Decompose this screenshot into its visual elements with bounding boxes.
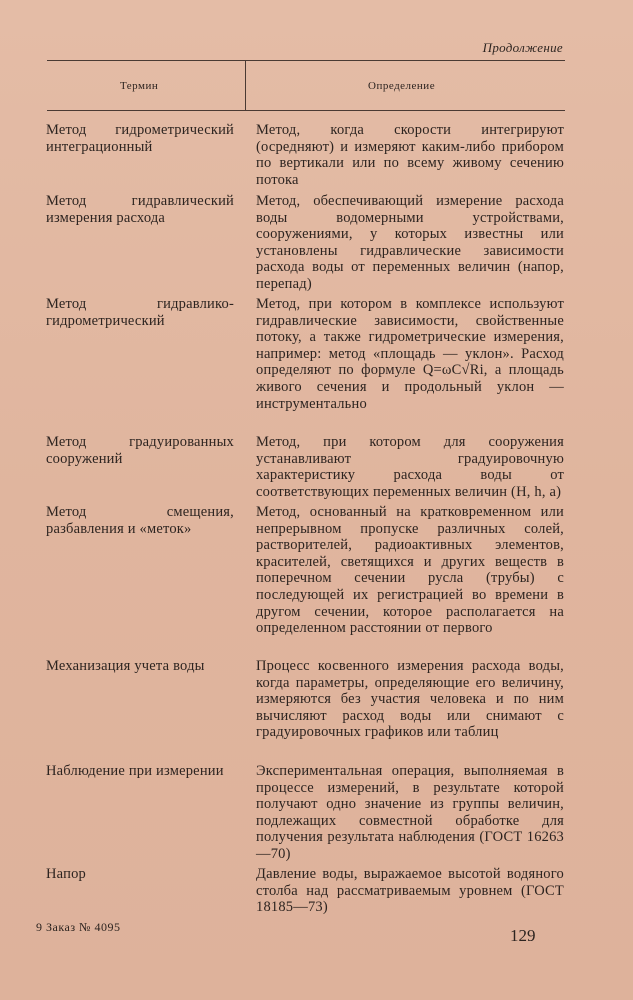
- term-cell: Метод смещения, разбавления и «меток»: [46, 504, 234, 537]
- column-header-term: Термин: [120, 80, 159, 92]
- definition-cell: Метод, основанный на кратковременном или непрерывном пропуске различных солей, растворителей, радиоактивных элементов, красителей, светящихся и других веществ в поперечном сечении русла (трубы) с последующей их регистрацией во времени в другом сечении, которое располагается на определенном расстоянии от первого: [256, 504, 564, 637]
- definition-cell: Метод, при котором для сооружения устанавливают градуировочную характеристику расхода воды от соответствующих переменных величин (H, h, a): [256, 434, 564, 500]
- term-cell: Наблюдение при измерении: [46, 763, 224, 779]
- continued-label: Продолжение: [482, 40, 563, 55]
- definition-cell: Метод, при котором в комплексе используют гидравлические зависимости, свойственные потоку, а также гидрометрические измерения, например: метод «площадь — уклон». Расход определяют по формуле Q=ωC√Ri, а площадь живого сечения и продольный уклон — инструментально: [256, 296, 564, 412]
- term-cell: Метод гидрометрический интеграционный: [46, 122, 234, 155]
- term-cell: Механизация учета воды: [46, 658, 205, 674]
- print-order-note: 9 Заказ № 4095: [36, 920, 121, 934]
- definition-cell: Процесс косвенного измерения расхода воды, когда параметры, определяющие его величину, измеряются без участия человека и по ним вычисляют расход воды или снимают с градуировочных графиков или таблиц: [256, 658, 564, 741]
- table-top-rule: [47, 60, 565, 61]
- header-column-separator: [245, 60, 246, 110]
- term-cell: Метод гидравлический измерения расхода: [46, 193, 234, 226]
- definition-cell: Давление воды, выражаемое высотой водяного столба над рассматриваемым уровнем (ГОСТ 18185—73): [256, 866, 564, 916]
- definition-cell: Метод, обеспечивающий измерение расхода воды водомерными устройствами, сооружениями, у которых известны или установлены гидравлические зависимости расхода воды от переменных величин (напор, перепад): [256, 193, 564, 292]
- term-cell: Метод градуированных сооружений: [46, 434, 234, 467]
- page-number: 129: [510, 926, 536, 945]
- table-header-rule: [47, 110, 565, 111]
- term-cell: Метод гидравлико-гидрометрический: [46, 296, 234, 329]
- column-header-definition: Определение: [368, 80, 436, 92]
- term-cell: Напор: [46, 866, 86, 882]
- definition-cell: Экспериментальная операция, выполняемая в процессе измерений, в результате которой получают одно значение из группы величин, подлежащих совместной обработке для получения результата наблюдения (ГОСТ 16263—70): [256, 763, 564, 862]
- definition-cell: Метод, когда скорости интегрируют (осредняют) и измеряют каким-либо прибором по вертикали или по всему живому сечению потока: [256, 122, 564, 188]
